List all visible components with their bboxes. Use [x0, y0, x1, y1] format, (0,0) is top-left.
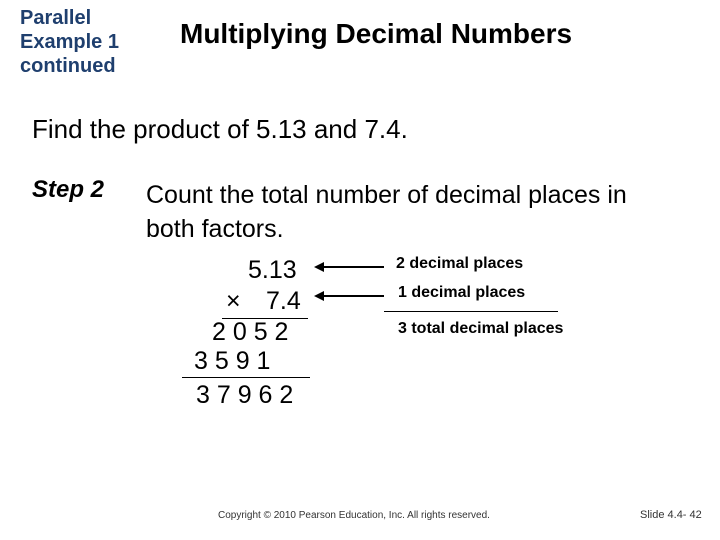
- factor-2: 7.4: [266, 287, 301, 315]
- factor-1-annotation: 2 decimal places: [396, 255, 524, 272]
- sum-line: [182, 377, 310, 378]
- times-sign: ×: [226, 287, 241, 315]
- annotation-sum-line: [384, 311, 558, 312]
- step-text-line-2: both factors.: [146, 215, 284, 243]
- step-label: Step 2: [32, 176, 105, 203]
- problem-statement: Find the product of 5.13 and 7.4.: [32, 114, 408, 144]
- example-label-line-3: continued: [20, 55, 116, 77]
- factor-1: 5.13: [248, 256, 297, 284]
- arrow-2-line: [322, 295, 384, 297]
- slide-number: Slide 4.4- 42: [640, 509, 702, 521]
- partial-product-2: 3 5 9 1: [194, 347, 271, 375]
- partial-product-1: 2 0 5 2: [212, 318, 289, 346]
- example-label-line-2: Example 1: [20, 31, 119, 53]
- factor-2-annotation: 1 decimal places: [398, 284, 526, 301]
- slide-title: Multiplying Decimal Numbers: [180, 18, 573, 49]
- arrow-1-line: [322, 266, 384, 268]
- step-instructions: [146, 178, 706, 246]
- example-label-line-1: Parallel: [20, 7, 92, 29]
- copyright-notice: Copyright © 2010 Pearson Education, Inc. All rights reserved.: [218, 510, 490, 521]
- step-text-line-1: Count the total number of decimal places in: [146, 181, 627, 209]
- example-label: [20, 6, 160, 78]
- product-result: 3 7 9 6 2: [196, 381, 294, 409]
- total-annotation: 3 total decimal places: [398, 320, 564, 337]
